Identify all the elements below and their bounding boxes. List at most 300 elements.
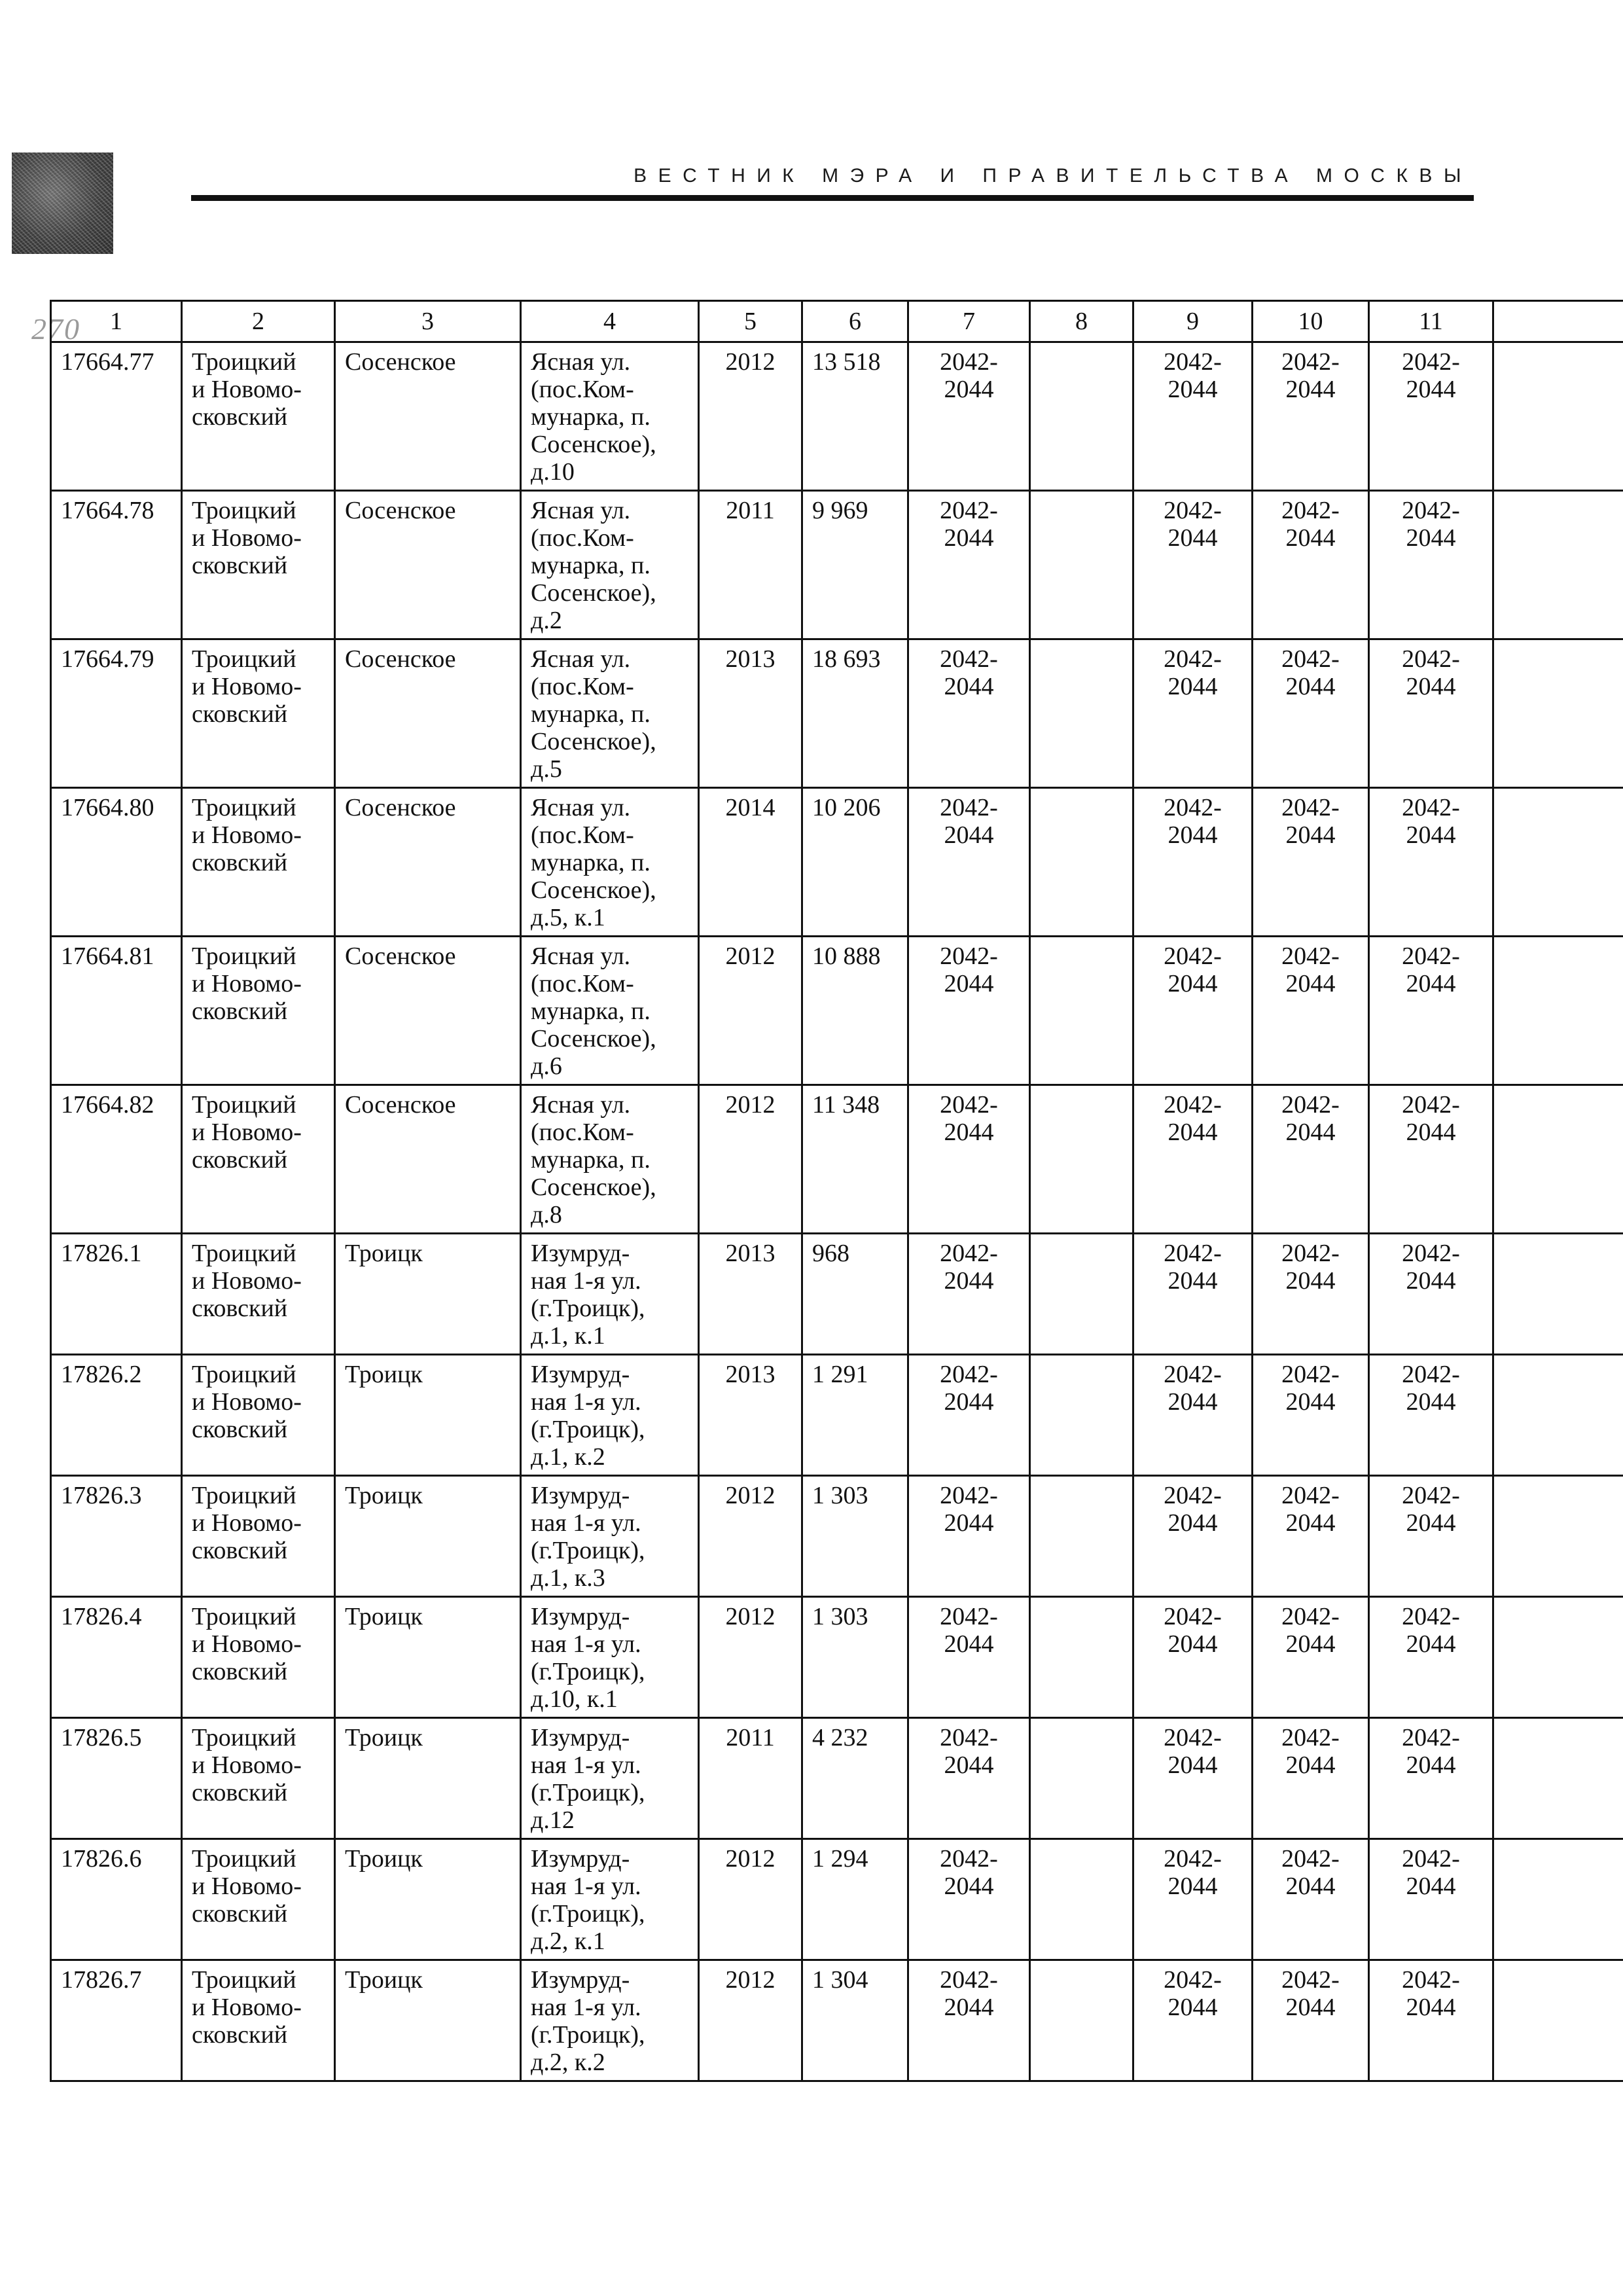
district-cell <box>335 639 521 788</box>
okrug-cell <box>182 937 335 1085</box>
district-text: Сосенское <box>345 645 456 673</box>
period-col-7-cell <box>908 788 1030 937</box>
column-header-9: 9 <box>1133 301 1253 342</box>
district-text: Сосенское <box>345 942 456 970</box>
record-id-cell <box>51 788 182 937</box>
area-text: 10 206 <box>812 794 881 821</box>
period-col-7-text: 2042- 2044 <box>940 1240 998 1295</box>
period-col-9-cell <box>1133 1960 1253 2081</box>
okrug-cell <box>182 1085 335 1234</box>
period-col-7-text: 2042- 2044 <box>940 1845 998 1900</box>
period-col-10-cell <box>1253 1718 1369 1839</box>
year-cell <box>699 1839 802 1960</box>
period-col-10-text: 2042- 2044 <box>1281 645 1340 700</box>
period-col-9-text: 2042- 2044 <box>1164 645 1222 700</box>
period-col-7-text: 2042- 2044 <box>940 1361 998 1416</box>
address-text: Ясная ул. (пос.Ком- мунарка, п. Сосенское), д.10 <box>531 348 656 486</box>
okrug-text: Троицкий и Новомо- сковский <box>192 942 302 1025</box>
area-cell <box>802 1476 908 1597</box>
year-cell <box>699 342 802 491</box>
district-text: Троицк <box>345 1845 423 1873</box>
period-col-7-cell <box>908 1597 1030 1718</box>
period-col-7-text: 2042- 2044 <box>940 1603 998 1658</box>
record-id-cell <box>51 639 182 788</box>
period-col-11-text: 2042- 2044 <box>1402 645 1460 700</box>
col-8-cell <box>1030 1960 1133 2081</box>
period-col-11-cell <box>1369 491 1493 639</box>
col-8-cell <box>1030 937 1133 1085</box>
okrug-text: Троицкий и Новомо- сковский <box>192 794 302 876</box>
col-8-cell <box>1030 788 1133 937</box>
address-cell <box>521 1597 699 1718</box>
column-header-11: 11 <box>1369 301 1493 342</box>
district-text: Сосенское <box>345 348 456 376</box>
record-id-text: 17664.77 <box>61 348 154 376</box>
area-cell <box>802 1718 908 1839</box>
col-8-cell <box>1030 1718 1133 1839</box>
period-col-10-cell <box>1253 788 1369 937</box>
period-col-9-text: 2042- 2044 <box>1164 1482 1222 1537</box>
period-col-11-text: 2042- 2044 <box>1402 1966 1460 2021</box>
period-col-11-text: 2042- 2044 <box>1402 497 1460 552</box>
table-row <box>51 1718 1623 1839</box>
district-text: Троицк <box>345 1482 423 1509</box>
period-col-11-cell <box>1369 1839 1493 1960</box>
period-col-7-cell <box>908 639 1030 788</box>
period-col-7-cell <box>908 1355 1030 1476</box>
period-col-11-cell <box>1369 1085 1493 1234</box>
area-text: 1 303 <box>812 1482 868 1509</box>
register-table <box>50 300 1623 2082</box>
address-text: Ясная ул. (пос.Ком- мунарка, п. Сосенское), д.5 <box>531 645 656 783</box>
record-id-text: 17826.2 <box>61 1361 142 1388</box>
period-col-10-text: 2042- 2044 <box>1281 348 1340 403</box>
period-col-11-text: 2042- 2044 <box>1402 1240 1460 1295</box>
year-text: 2012 <box>725 348 776 376</box>
period-col-7-cell <box>908 1234 1030 1355</box>
table-row <box>51 937 1623 1085</box>
address-cell <box>521 639 699 788</box>
area-cell <box>802 639 908 788</box>
record-id-cell <box>51 342 182 491</box>
period-col-10-text: 2042- 2044 <box>1281 794 1340 849</box>
table-row <box>51 1839 1623 1960</box>
address-cell <box>521 1476 699 1597</box>
period-col-11-text: 2042- 2044 <box>1402 1091 1460 1146</box>
area-cell <box>802 788 908 937</box>
okrug-text: Троицкий и Новомо- сковский <box>192 1845 302 1928</box>
year-cell <box>699 1597 802 1718</box>
record-id-cell <box>51 937 182 1085</box>
address-cell <box>521 1085 699 1234</box>
period-col-9-cell <box>1133 788 1253 937</box>
page-number: 270 <box>31 312 80 346</box>
address-cell <box>521 1234 699 1355</box>
column-header-10: 10 <box>1253 301 1369 342</box>
period-col-11-cell <box>1369 1355 1493 1476</box>
record-id-cell <box>51 1355 182 1476</box>
col-8-cell <box>1030 1597 1133 1718</box>
year-cell <box>699 639 802 788</box>
period-col-9-cell <box>1133 639 1253 788</box>
period-col-10-text: 2042- 2044 <box>1281 1603 1340 1658</box>
period-col-7-cell <box>908 937 1030 1085</box>
address-cell <box>521 342 699 491</box>
period-col-9-text: 2042- 2044 <box>1164 794 1222 849</box>
period-col-10-cell <box>1253 1234 1369 1355</box>
area-text: 1 303 <box>812 1603 868 1630</box>
year-text: 2012 <box>725 1845 776 1873</box>
col-12-cell <box>1493 1355 1623 1476</box>
period-col-7-text: 2042- 2044 <box>940 942 998 997</box>
period-col-10-text: 2042- 2044 <box>1281 497 1340 552</box>
area-cell <box>802 1960 908 2081</box>
period-col-11-text: 2042- 2044 <box>1402 794 1460 849</box>
col-8-cell <box>1030 1234 1133 1355</box>
period-col-10-text: 2042- 2044 <box>1281 1845 1340 1900</box>
year-cell <box>699 1085 802 1234</box>
period-col-10-cell <box>1253 1960 1369 2081</box>
area-cell <box>802 1234 908 1355</box>
period-col-9-cell <box>1133 342 1253 491</box>
district-text: Троицк <box>345 1724 423 1751</box>
year-cell <box>699 1960 802 2081</box>
period-col-11-cell <box>1369 788 1493 937</box>
address-text: Ясная ул. (пос.Ком- мунарка, п. Сосенское), д.6 <box>531 942 656 1080</box>
area-text: 1 304 <box>812 1966 868 1994</box>
address-text: Ясная ул. (пос.Ком- мунарка, п. Сосенское), д.5, к.1 <box>531 794 656 931</box>
address-text: Изумруд- ная 1-я ул. (г.Троицк), д.2, к.2 <box>531 1966 645 2076</box>
col-12-cell <box>1493 1597 1623 1718</box>
year-text: 2013 <box>725 1361 776 1388</box>
district-text: Сосенское <box>345 794 456 821</box>
district-cell <box>335 1234 521 1355</box>
record-id-text: 17826.7 <box>61 1966 142 1994</box>
record-id-text: 17664.82 <box>61 1091 154 1119</box>
okrug-cell <box>182 491 335 639</box>
record-id-text: 17664.79 <box>61 645 154 673</box>
area-text: 4 232 <box>812 1724 868 1751</box>
year-cell <box>699 937 802 1085</box>
area-text: 1 294 <box>812 1845 868 1873</box>
year-text: 2012 <box>725 1603 776 1630</box>
period-col-7-text: 2042- 2044 <box>940 497 998 552</box>
okrug-cell <box>182 1960 335 2081</box>
period-col-9-text: 2042- 2044 <box>1164 1603 1222 1658</box>
year-cell <box>699 1234 802 1355</box>
year-text: 2014 <box>725 794 776 821</box>
area-text: 11 348 <box>812 1091 880 1119</box>
district-text: Сосенское <box>345 497 456 524</box>
address-cell <box>521 788 699 937</box>
period-col-7-text: 2042- 2044 <box>940 1091 998 1146</box>
okrug-cell <box>182 1839 335 1960</box>
period-col-7-text: 2042- 2044 <box>940 1482 998 1537</box>
record-id-cell <box>51 1597 182 1718</box>
column-header-6: 6 <box>802 301 908 342</box>
area-text: 13 518 <box>812 348 881 376</box>
period-col-7-cell <box>908 491 1030 639</box>
period-col-9-cell <box>1133 1234 1253 1355</box>
period-col-9-cell <box>1133 937 1253 1085</box>
period-col-7-cell <box>908 1476 1030 1597</box>
district-cell <box>335 1355 521 1476</box>
period-col-9-text: 2042- 2044 <box>1164 1091 1222 1146</box>
area-text: 1 291 <box>812 1361 868 1388</box>
district-text: Троицк <box>345 1240 423 1267</box>
period-col-9-text: 2042- 2044 <box>1164 1724 1222 1779</box>
district-cell <box>335 1085 521 1234</box>
district-text: Троицк <box>345 1966 423 1994</box>
record-id-cell <box>51 1234 182 1355</box>
period-col-9-cell <box>1133 1085 1253 1234</box>
period-col-11-text: 2042- 2044 <box>1402 348 1460 403</box>
period-col-11-cell <box>1369 1476 1493 1597</box>
record-id-text: 17826.3 <box>61 1482 142 1509</box>
column-header-7: 7 <box>908 301 1030 342</box>
okrug-text: Троицкий и Новомо- сковский <box>192 1482 302 1564</box>
period-col-9-text: 2042- 2044 <box>1164 1966 1222 2021</box>
header-rule <box>191 195 1474 201</box>
address-text: Изумруд- ная 1-я ул. (г.Троицк), д.1, к.3 <box>531 1482 645 1592</box>
period-col-11-text: 2042- 2044 <box>1402 1482 1460 1537</box>
address-cell <box>521 1839 699 1960</box>
record-id-cell <box>51 1960 182 2081</box>
col-12-cell <box>1493 1839 1623 1960</box>
col-8-cell <box>1030 1085 1133 1234</box>
col-8-cell <box>1030 1476 1133 1597</box>
area-text: 9 969 <box>812 497 868 524</box>
table-row <box>51 639 1623 788</box>
period-col-11-text: 2042- 2044 <box>1402 1603 1460 1658</box>
period-col-11-cell <box>1369 639 1493 788</box>
year-cell <box>699 1355 802 1476</box>
col-12-cell <box>1493 1234 1623 1355</box>
period-col-9-cell <box>1133 491 1253 639</box>
record-id-cell <box>51 1839 182 1960</box>
column-header-8: 8 <box>1030 301 1133 342</box>
col-12-cell <box>1493 1960 1623 2081</box>
record-id-text: 17664.78 <box>61 497 154 524</box>
period-col-10-cell <box>1253 1355 1369 1476</box>
period-col-10-cell <box>1253 491 1369 639</box>
record-id-cell <box>51 1476 182 1597</box>
col-12-cell <box>1493 1476 1623 1597</box>
address-text: Изумруд- ная 1-я ул. (г.Троицк), д.12 <box>531 1724 645 1834</box>
area-text: 18 693 <box>812 645 881 673</box>
district-text: Сосенское <box>345 1091 456 1119</box>
period-col-10-cell <box>1253 342 1369 491</box>
area-cell <box>802 491 908 639</box>
address-cell <box>521 937 699 1085</box>
district-text: Троицк <box>345 1361 423 1388</box>
col-12-cell <box>1493 1085 1623 1234</box>
period-col-10-text: 2042- 2044 <box>1281 942 1340 997</box>
address-text: Ясная ул. (пос.Ком- мунарка, п. Сосенское), д.8 <box>531 1091 656 1229</box>
period-col-10-cell <box>1253 1085 1369 1234</box>
year-cell <box>699 1476 802 1597</box>
record-id-cell <box>51 1718 182 1839</box>
okrug-cell <box>182 639 335 788</box>
period-col-11-text: 2042- 2044 <box>1402 1361 1460 1416</box>
okrug-text: Троицкий и Новомо- сковский <box>192 1966 302 2049</box>
table-row <box>51 1355 1623 1476</box>
period-col-11-text: 2042- 2044 <box>1402 942 1460 997</box>
table-row <box>51 491 1623 639</box>
year-text: 2012 <box>725 1482 776 1509</box>
col-12-cell <box>1493 639 1623 788</box>
record-id-text: 17826.6 <box>61 1845 142 1873</box>
period-col-9-text: 2042- 2044 <box>1164 942 1222 997</box>
period-col-7-cell <box>908 1718 1030 1839</box>
period-col-7-cell <box>908 1960 1030 2081</box>
period-col-7-text: 2042- 2044 <box>940 645 998 700</box>
col-8-cell <box>1030 1355 1133 1476</box>
address-cell <box>521 1718 699 1839</box>
address-text: Изумруд- ная 1-я ул. (г.Троицк), д.1, к.2 <box>531 1361 645 1471</box>
address-text: Ясная ул. (пос.Ком- мунарка, п. Сосенское), д.2 <box>531 497 656 634</box>
period-col-9-text: 2042- 2044 <box>1164 1845 1222 1900</box>
table-row <box>51 1476 1623 1597</box>
okrug-text: Троицкий и Новомо- сковский <box>192 1603 302 1685</box>
period-col-11-cell <box>1369 342 1493 491</box>
address-cell <box>521 1355 699 1476</box>
district-cell <box>335 1960 521 2081</box>
period-col-10-text: 2042- 2044 <box>1281 1482 1340 1537</box>
period-col-10-text: 2042- 2044 <box>1281 1724 1340 1779</box>
period-col-10-cell <box>1253 1597 1369 1718</box>
year-text: 2013 <box>725 645 776 673</box>
period-col-7-text: 2042- 2044 <box>940 794 998 849</box>
table-row <box>51 788 1623 937</box>
year-text: 2012 <box>725 942 776 970</box>
area-cell <box>802 1085 908 1234</box>
year-text: 2012 <box>725 1966 776 1994</box>
year-text: 2011 <box>726 497 775 524</box>
period-col-10-cell <box>1253 1839 1369 1960</box>
period-col-11-cell <box>1369 1718 1493 1839</box>
period-col-7-cell <box>908 1085 1030 1234</box>
header-row <box>51 301 1623 342</box>
column-header-12 <box>1493 301 1623 342</box>
period-col-10-text: 2042- 2044 <box>1281 1240 1340 1295</box>
area-text: 968 <box>812 1240 849 1267</box>
okrug-text: Троицкий и Новомо- сковский <box>192 1724 302 1806</box>
period-col-7-text: 2042- 2044 <box>940 348 998 403</box>
period-col-11-cell <box>1369 937 1493 1085</box>
period-col-9-cell <box>1133 1355 1253 1476</box>
address-text: Изумруд- ная 1-я ул. (г.Троицк), д.1, к.1 <box>531 1240 645 1350</box>
year-cell <box>699 1718 802 1839</box>
period-col-10-text: 2042- 2044 <box>1281 1966 1340 2021</box>
col-8-cell <box>1030 1839 1133 1960</box>
running-title: ВЕСТНИК МЭРА И ПРАВИТЕЛЬСТВА МОСКВЫ <box>633 165 1472 187</box>
okrug-cell <box>182 1597 335 1718</box>
period-col-11-cell <box>1369 1597 1493 1718</box>
period-col-9-cell <box>1133 1597 1253 1718</box>
table-row <box>51 1085 1623 1234</box>
col-12-cell <box>1493 491 1623 639</box>
col-8-cell <box>1030 342 1133 491</box>
record-id-text: 17826.5 <box>61 1724 142 1751</box>
record-id-cell <box>51 491 182 639</box>
period-col-10-text: 2042- 2044 <box>1281 1361 1340 1416</box>
area-text: 10 888 <box>812 942 881 970</box>
record-id-text: 17664.81 <box>61 942 154 970</box>
period-col-9-text: 2042- 2044 <box>1164 497 1222 552</box>
period-col-11-cell <box>1369 1234 1493 1355</box>
year-text: 2012 <box>725 1091 776 1119</box>
okrug-cell <box>182 788 335 937</box>
table-row <box>51 1960 1623 2081</box>
area-cell <box>802 1355 908 1476</box>
period-col-9-text: 2042- 2044 <box>1164 1240 1222 1295</box>
period-col-9-cell <box>1133 1476 1253 1597</box>
period-col-9-cell <box>1133 1839 1253 1960</box>
okrug-cell <box>182 1355 335 1476</box>
district-text: Троицк <box>345 1603 423 1630</box>
col-12-cell <box>1493 788 1623 937</box>
district-cell <box>335 937 521 1085</box>
district-cell <box>335 491 521 639</box>
area-cell <box>802 1839 908 1960</box>
column-header-1: 1 <box>51 301 182 342</box>
address-text: Изумруд- ная 1-я ул. (г.Троицк), д.10, к.1 <box>531 1603 645 1713</box>
district-cell <box>335 1476 521 1597</box>
okrug-cell <box>182 342 335 491</box>
okrug-text: Троицкий и Новомо- сковский <box>192 645 302 728</box>
district-cell <box>335 1839 521 1960</box>
column-header-2: 2 <box>182 301 335 342</box>
okrug-text: Троицкий и Новомо- сковский <box>192 1091 302 1174</box>
record-id-cell <box>51 1085 182 1234</box>
okrug-cell <box>182 1718 335 1839</box>
okrug-text: Троицкий и Новомо- сковский <box>192 348 302 431</box>
district-cell <box>335 1597 521 1718</box>
okrug-text: Троицкий и Новомо- сковский <box>192 1361 302 1443</box>
period-col-11-text: 2042- 2044 <box>1402 1724 1460 1779</box>
period-col-9-text: 2042- 2044 <box>1164 348 1222 403</box>
period-col-10-cell <box>1253 1476 1369 1597</box>
period-col-10-cell <box>1253 639 1369 788</box>
address-cell <box>521 1960 699 2081</box>
period-col-7-text: 2042- 2044 <box>940 1724 998 1779</box>
period-col-10-text: 2042- 2044 <box>1281 1091 1340 1146</box>
year-text: 2011 <box>726 1724 775 1751</box>
table-row <box>51 342 1623 491</box>
col-8-cell <box>1030 491 1133 639</box>
page-number-badge <box>12 152 113 346</box>
okrug-cell <box>182 1476 335 1597</box>
year-cell <box>699 491 802 639</box>
area-cell <box>802 1597 908 1718</box>
period-col-11-text: 2042- 2044 <box>1402 1845 1460 1900</box>
record-id-text: 17664.80 <box>61 794 154 821</box>
area-cell <box>802 937 908 1085</box>
okrug-text: Троицкий и Новомо- сковский <box>192 1240 302 1322</box>
col-12-cell <box>1493 937 1623 1085</box>
column-header-3: 3 <box>335 301 521 342</box>
col-12-cell <box>1493 1718 1623 1839</box>
col-8-cell <box>1030 639 1133 788</box>
period-col-9-cell <box>1133 1718 1253 1839</box>
district-cell <box>335 788 521 937</box>
district-cell <box>335 342 521 491</box>
period-col-11-cell <box>1369 1960 1493 2081</box>
address-text: Изумруд- ная 1-я ул. (г.Троицк), д.2, к.1 <box>531 1845 645 1955</box>
year-cell <box>699 788 802 937</box>
record-id-text: 17826.1 <box>61 1240 142 1267</box>
